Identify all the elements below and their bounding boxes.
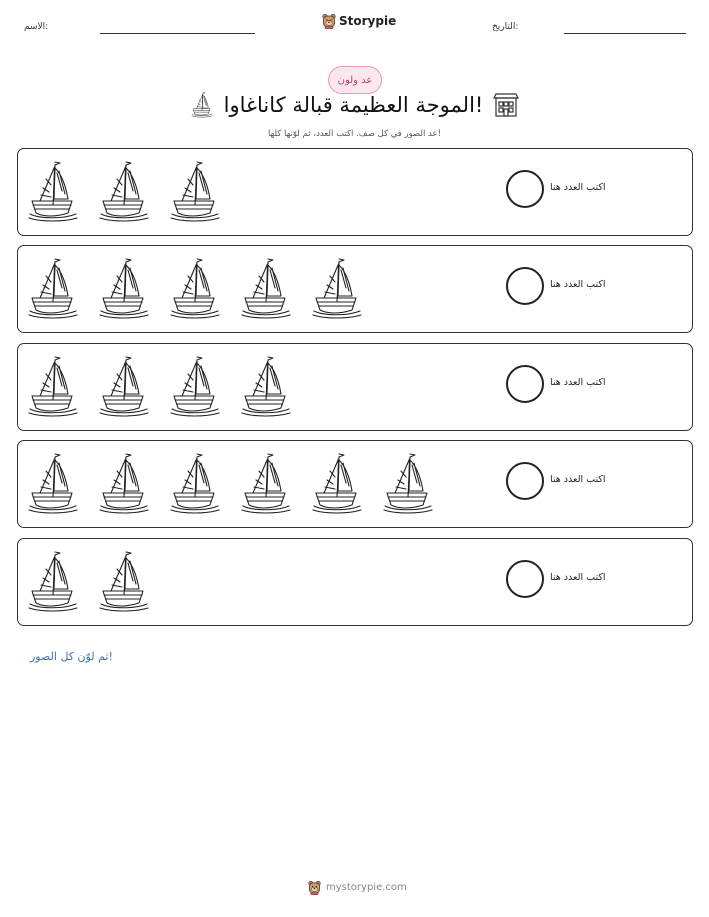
sailboat-icon xyxy=(381,453,435,515)
sailboat-icon xyxy=(168,161,222,223)
footer xyxy=(308,880,407,895)
date-line xyxy=(564,33,686,34)
sailboat-icon xyxy=(26,453,80,515)
counting-row xyxy=(17,343,693,431)
sailboat-icon xyxy=(97,453,151,515)
boat-group xyxy=(26,246,364,332)
title-row xyxy=(0,92,709,118)
instructions: عد الصور في كل صف. اكتب العدد، ثم لوّنها كلها! xyxy=(267,129,442,139)
answer-circle[interactable] xyxy=(506,365,544,403)
answer-circle[interactable] xyxy=(506,560,544,598)
sailboat-icon xyxy=(168,258,222,320)
sailboat-icon xyxy=(310,453,364,515)
date-label: التاريخ: xyxy=(492,22,519,32)
sailboat-icon xyxy=(168,453,222,515)
answer-label: اكتب العدد هنا xyxy=(550,474,606,485)
counting-row xyxy=(17,538,693,626)
answer-label: اكتب العدد هنا xyxy=(550,377,606,388)
brand-name: Storypie xyxy=(339,14,397,28)
counting-row xyxy=(17,245,693,333)
sailboat-icon xyxy=(97,258,151,320)
answer-circle[interactable] xyxy=(506,170,544,208)
sailboat-icon xyxy=(310,258,364,320)
sailboat-icon xyxy=(239,356,293,418)
bear-logo-icon xyxy=(322,13,336,29)
activity-tag: عد ولون xyxy=(328,66,382,94)
sailboat-icon xyxy=(97,551,151,613)
boat-group xyxy=(26,149,222,235)
answer-circle[interactable] xyxy=(506,267,544,305)
answer-label: اكتب العدد هنا xyxy=(550,572,606,583)
page-title: الموجة العظيمة قبالة كاناغاوا! xyxy=(223,93,484,117)
sailboat-icon xyxy=(97,161,151,223)
counting-row xyxy=(17,148,693,236)
answer-label: اكتب العدد هنا xyxy=(550,182,606,193)
brand xyxy=(322,13,396,29)
counting-row xyxy=(17,440,693,528)
sailboat-icon xyxy=(97,356,151,418)
sailboat-icon xyxy=(26,356,80,418)
sailboat-icon xyxy=(26,161,80,223)
bear-logo-icon xyxy=(308,880,321,895)
answer-circle[interactable] xyxy=(506,462,544,500)
sailboat-icon xyxy=(239,258,293,320)
footer-site: mystorypie.com xyxy=(326,882,407,893)
boat-group xyxy=(26,539,151,625)
name-line xyxy=(100,33,255,34)
sailboat-icon xyxy=(26,551,80,613)
building-icon xyxy=(493,92,519,118)
boat-group xyxy=(26,441,435,527)
sailboat-icon xyxy=(168,356,222,418)
answer-label: اكتب العدد هنا xyxy=(550,279,606,290)
name-label: الاسم: xyxy=(24,22,49,32)
sailboat-icon xyxy=(190,92,214,118)
sailboat-icon xyxy=(26,258,80,320)
sailboat-icon xyxy=(239,453,293,515)
footer-note: ثم لوّن كل الصور! xyxy=(30,650,113,663)
boat-group xyxy=(26,344,293,430)
